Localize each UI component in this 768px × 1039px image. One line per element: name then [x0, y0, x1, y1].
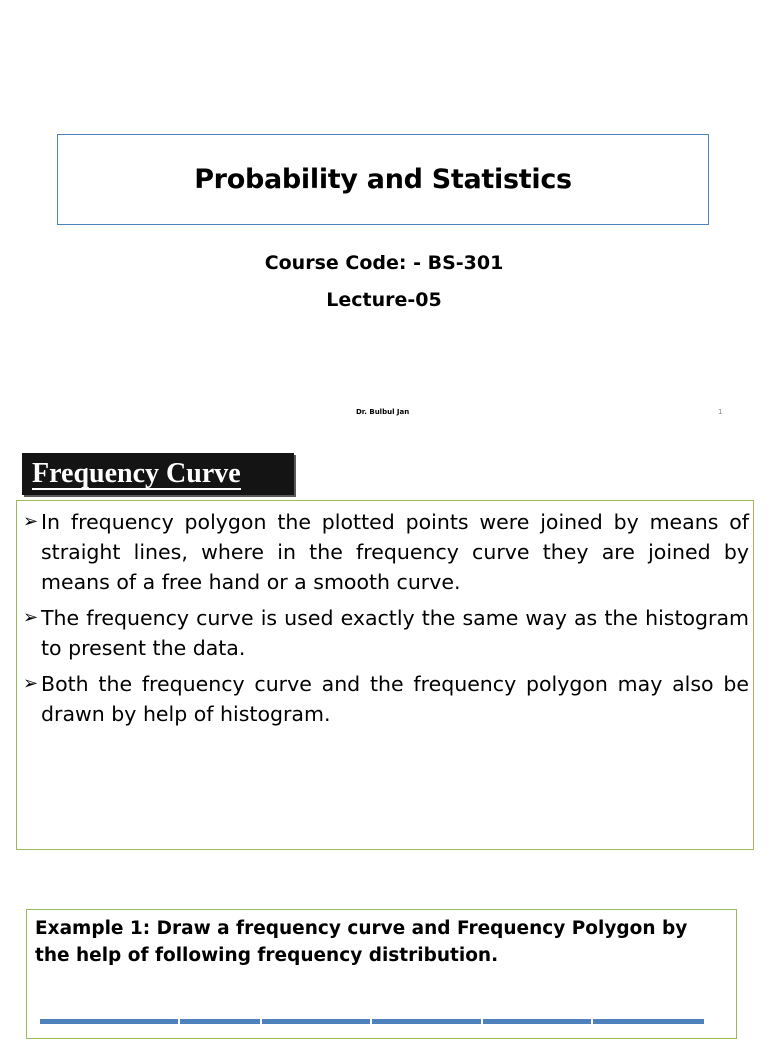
title-box — [57, 134, 709, 225]
table-header-cell — [372, 1019, 483, 1024]
table-header-cell — [593, 1019, 704, 1024]
table-header-cell — [262, 1019, 372, 1024]
table-header-cell — [483, 1019, 593, 1024]
table-header-row — [40, 1019, 704, 1024]
slide-title: Probability and Statistics — [194, 164, 572, 195]
arrow-bullet-icon: ➢ — [23, 673, 39, 694]
list-item — [23, 603, 749, 663]
arrow-bullet-icon: ➢ — [23, 607, 39, 628]
table-header-cell — [40, 1019, 180, 1024]
course-code: Course Code: - BS-301 — [264, 252, 504, 274]
list-item — [23, 669, 749, 729]
example-text: Example 1: Draw a frequency curve and Frequency Polygon by the help of following frequency distribution. — [35, 918, 688, 966]
bullet-text: In frequency polygon the plotted points were joined by means of straight lines, where in the frequency curve they are joined by means of a free hand or a smooth curve. — [41, 510, 749, 594]
section-heading — [22, 453, 294, 495]
arrow-bullet-icon: ➢ — [23, 511, 39, 532]
lecture-number: Lecture-05 — [326, 289, 442, 311]
slide-page-number: 1 — [718, 408, 723, 416]
section-heading-text: Frequency Curve — [32, 458, 241, 489]
bullet-text: The frequency curve is used exactly the same way as the histogram to present the data. — [41, 606, 749, 660]
table-header-cell — [180, 1019, 262, 1024]
slide-footer-author: Dr. Bulbul Jan — [356, 408, 410, 416]
bullet-list — [16, 500, 754, 850]
bullet-text: Both the frequency curve and the frequency polygon may also be drawn by help of histogram. — [41, 672, 749, 726]
list-item — [23, 507, 749, 597]
